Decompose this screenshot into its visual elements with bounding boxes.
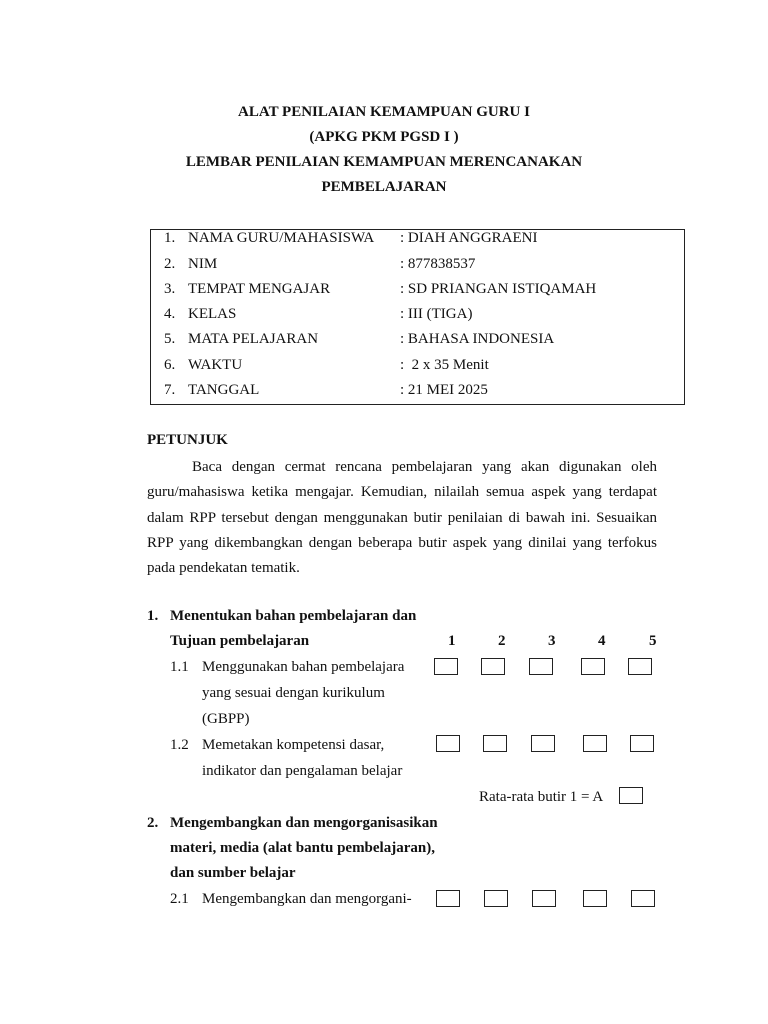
identity-label: TANGGAL: [188, 382, 260, 398]
score-box-1-2-2[interactable]: [483, 735, 507, 752]
item-2-1-text: Mengembangkan dan mengorgani-: [202, 891, 412, 907]
identity-number: 2.: [164, 256, 176, 272]
item-1-2-text: Memetakan kompetensi dasar,: [202, 737, 385, 753]
score-box-1-2-1[interactable]: [436, 735, 460, 752]
item-1-2-text-cont: indikator dan pengalaman belajar: [202, 763, 403, 779]
petunjuk-heading: PETUNJUK: [147, 432, 228, 448]
identity-number: 3.: [164, 281, 176, 297]
item-2-1-number: 2.1: [170, 891, 189, 907]
identity-number: 5.: [164, 331, 176, 347]
scale-label-4: 4: [598, 633, 606, 649]
item-1-1-text-cont: yang sesuai dengan kurikulum: [202, 685, 385, 701]
score-box-1-2-3[interactable]: [531, 735, 555, 752]
section-1-title: Menentukan bahan pembelajaran dan: [170, 608, 417, 624]
score-box-1-1-4[interactable]: [581, 658, 605, 675]
identity-label: KELAS: [188, 306, 237, 322]
scale-label-3: 3: [548, 633, 556, 649]
identity-value: : DIAH ANGGRAENI: [400, 230, 538, 246]
petunjuk-paragraph: [147, 455, 657, 581]
score-box-2-1-3[interactable]: [532, 890, 556, 907]
section-2-number: 2.: [147, 815, 159, 831]
identity-number: 4.: [164, 306, 176, 322]
score-box-1-2-4[interactable]: [583, 735, 607, 752]
section-2-title-cont: dan sumber belajar: [170, 865, 296, 881]
score-box-2-1-4[interactable]: [583, 890, 607, 907]
average-label: Rata-rata butir 1 = A: [479, 789, 604, 805]
title-line-4: PEMBELAJARAN: [321, 179, 447, 195]
score-box-1-1-5[interactable]: [628, 658, 652, 675]
score-box-1-2-5[interactable]: [630, 735, 654, 752]
identity-value: : 21 MEI 2025: [400, 382, 488, 398]
identity-value: : 2 x 35 Menit: [400, 357, 489, 373]
score-box-2-1-5[interactable]: [631, 890, 655, 907]
item-1-1-text-cont: (GBPP): [202, 711, 250, 727]
scale-label-5: 5: [649, 633, 657, 649]
identity-label: NIM: [188, 256, 218, 272]
item-1-1-text: Menggunakan bahan pembelajara: [202, 659, 405, 675]
identity-number: 1.: [164, 230, 176, 246]
identity-value: : SD PRIANGAN ISTIQAMAH: [400, 281, 597, 297]
section-2-title: Mengembangkan dan mengorganisasikan: [170, 815, 438, 831]
identity-value: : III (TIGA): [400, 306, 473, 322]
score-box-2-1-1[interactable]: [436, 890, 460, 907]
section-1-title-cont: Tujuan pembelajaran: [170, 633, 310, 649]
average-box[interactable]: [619, 787, 643, 804]
item-1-2-number: 1.2: [170, 737, 189, 753]
title-line-1: ALAT PENILAIAN KEMAMPUAN GURU I: [238, 104, 530, 120]
scale-label-2: 2: [498, 633, 506, 649]
score-box-1-1-3[interactable]: [529, 658, 553, 675]
section-1-number: 1.: [147, 608, 159, 624]
score-box-2-1-2[interactable]: [484, 890, 508, 907]
identity-value: : 877838537: [400, 256, 476, 272]
score-box-1-1-1[interactable]: [434, 658, 458, 675]
identity-label: WAKTU: [188, 357, 243, 373]
identity-value: : BAHASA INDONESIA: [400, 331, 555, 347]
score-box-1-1-2[interactable]: [481, 658, 505, 675]
item-1-1-number: 1.1: [170, 659, 189, 675]
identity-number: 6.: [164, 357, 176, 373]
identity-number: 7.: [164, 382, 176, 398]
title-line-2: (APKG PKM PGSD I ): [309, 129, 459, 145]
section-2-title-cont: materi, media (alat bantu pembelajaran),: [170, 840, 435, 856]
scale-label-1: 1: [448, 633, 456, 649]
identity-label: MATA PELAJARAN: [188, 331, 319, 347]
title-line-3: LEMBAR PENILAIAN KEMAMPUAN MERENCANAKAN: [185, 154, 583, 170]
identity-label: NAMA GURU/MAHASISWA: [188, 230, 375, 246]
identity-label: TEMPAT MENGAJAR: [188, 281, 331, 297]
petunjuk-text: Baca dengan cermat rencana pembelajaran yang akan digunakan oleh guru/mahasiswa ketika mengajar. Kemudian, nilailah semua aspek yang terdapat dalam RPP tersebut dengan menggunakan butir penilaian di bawah ini. Sesuaikan RPP yang dikembangkan dengan beberapa butir aspek yang dinilai yang terfokus pada pendekatan tematik.: [147, 459, 657, 577]
